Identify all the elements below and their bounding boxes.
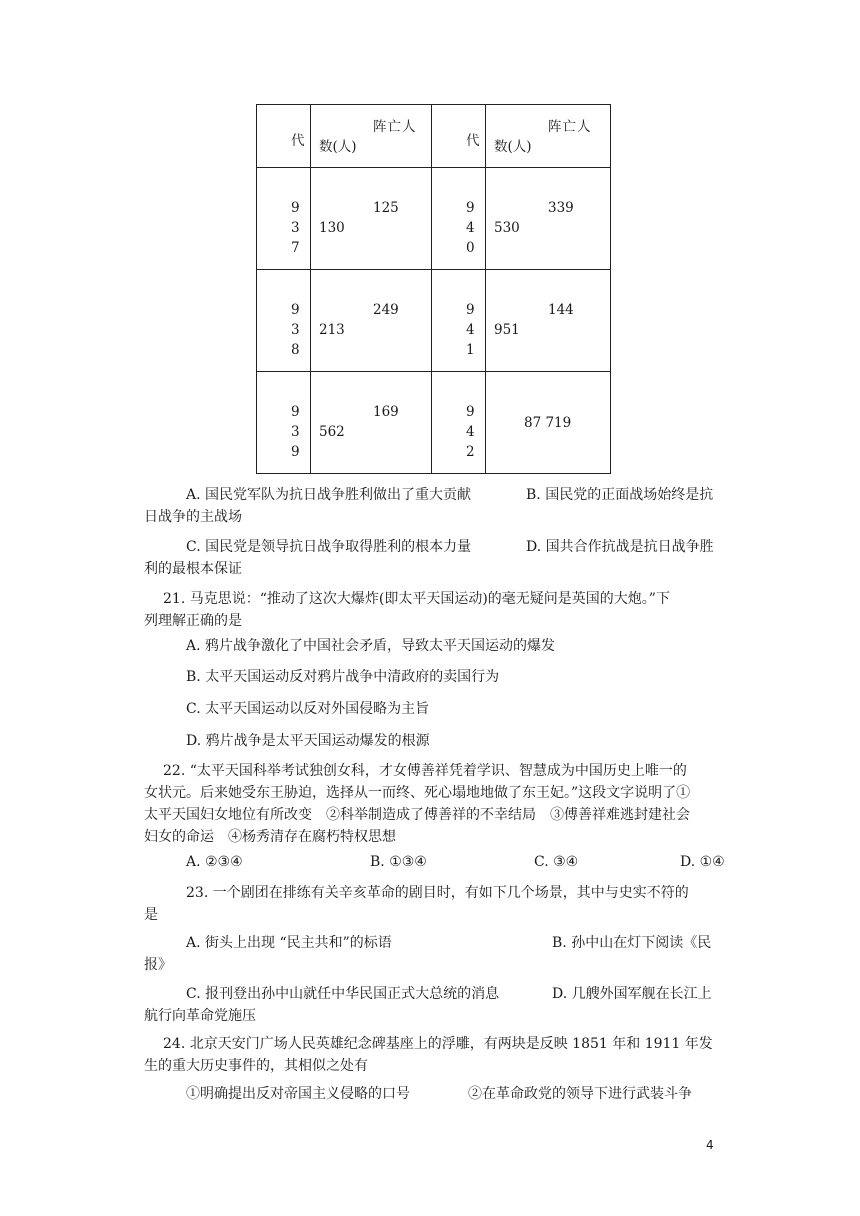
q21-stem: 21. 马克思说：“推动了这次大爆炸(即太平天国运动)的毫无疑问是英国的大炮。”下 [163,591,670,607]
table-header-row [257,105,611,168]
q20-option-b: B. 国民党的正面战场始终是抗 [526,487,714,503]
deaths-cell [311,372,432,474]
header-deaths-label-line2: 数(人) [319,139,357,155]
year-digit: 4 [466,220,475,236]
year-digit: 9 [466,302,475,318]
year-cell [432,168,486,270]
q21-option-c: C. 太平天国运动以反对外国侵略为主旨 [186,701,430,717]
deaths-cell [486,168,611,270]
year-digits [257,270,301,360]
deaths-value-part1: 339 [548,200,574,216]
deaths-value-part1: 249 [373,302,399,318]
year-digit: 3 [291,424,300,440]
year-cell [257,168,311,270]
year-digit: 1 [466,342,475,358]
q22-option-a: A. ②③④ [186,854,243,870]
year-cell [257,270,311,372]
deaths-cell [311,168,432,270]
deaths-cell [486,270,611,372]
year-digits [432,372,476,462]
year-digit: 9 [291,200,300,216]
q22-stem-line1: 22. “太平天国科举考试独创女科，才女傅善祥凭着学识、智慧成为中国历史上唯一的 [163,763,687,779]
deaths-value-part1: 144 [548,302,574,318]
q24-item-1: ①明确提出反对帝国主义侵略的口号 [186,1086,410,1102]
q23-option-d: D. 几艘外国军舰在长江上 [552,986,712,1002]
q20-option-c: C. 国民党是领导抗日战争取得胜利的根本力量 [186,539,472,555]
deaths-value-part2: 951 [494,322,520,338]
year-digit: 3 [291,322,300,338]
q20-option-d: D. 国共合作抗战是抗日战争胜 [526,539,714,555]
year-digits [432,168,476,258]
q21-option-a: A. 鸦片战争激化了中国社会矛盾，导致太平天国运动的爆发 [186,638,556,654]
year-digit: 4 [466,424,475,440]
table-row [257,168,611,270]
year-digit: 7 [291,240,300,256]
deaths-value-part2: 562 [319,424,345,440]
header-deaths-label-line1: 阵亡人 [548,119,592,135]
year-digit: 9 [466,200,475,216]
q22-option-b: B. ①③④ [370,854,427,870]
deaths-value-part2: 530 [494,220,520,236]
q23-option-b: B. 孙中山在灯下阅读《民 [552,935,712,951]
year-digit: 0 [466,240,475,256]
year-digit: 9 [291,302,300,318]
q21-option-b: B. 太平天国运动反对鸦片战争中清政府的卖国行为 [186,669,500,685]
q24-stem: 24. 北京天安门广场人民英雄纪念碑基座上的浮雕，有两块是反映 1851 年和 1911 年发 [163,1036,713,1052]
q23-stem-cont: 是 [144,907,158,923]
year-digits [257,168,301,258]
q23-option-d-cont: 航行向革命党施压 [144,1008,256,1024]
page-number: 4 [706,1138,714,1152]
year-digit: 2 [466,444,475,460]
deaths-cell [311,270,432,372]
q21-option-d: D. 鸦片战争是太平天国运动爆发的根源 [186,733,430,749]
deaths-value-part2: 213 [319,322,345,338]
year-cell [432,372,486,474]
q23-option-b-cont: 报》 [144,957,172,973]
header-deaths-label-line1: 阵亡人 [373,119,417,135]
header-deaths-cell [486,105,611,168]
year-digit: 8 [291,342,300,358]
year-digit: 3 [291,220,300,236]
q20-option-d-cont: 利的最根本保证 [144,561,242,577]
q23-option-a: A. 街头上出现 “民主共和”的标语 [186,935,392,951]
header-year-cell [257,105,311,168]
table-row [257,270,611,372]
q20-option-a: A. 国民党军队为抗日战争胜利做出了重大贡献 [186,487,472,503]
year-digit: 9 [291,404,300,420]
table-row [257,372,611,474]
q22-option-c: C. ③④ [534,854,579,870]
year-cell [432,270,486,372]
deaths-value-part1: 169 [373,404,399,420]
q21-stem-cont: 列理解正确的是 [144,613,242,629]
q20-option-b-cont: 日战争的主战场 [144,509,242,525]
deaths-value-part1: 125 [373,200,399,216]
year-cell [257,372,311,474]
header-deaths-cell [311,105,432,168]
q22-stem-line4: 妇女的命运 ④杨秀清存在腐朽特权思想 [144,829,396,845]
year-digits [432,270,476,360]
header-deaths-label-line2: 数(人) [494,139,532,155]
q23-option-c: C. 报刊登出孙中山就任中华民国正式大总统的消息 [186,986,500,1002]
q24-item-2: ②在革命政党的领导下进行武装斗争 [468,1086,692,1102]
q23-stem: 23. 一个剧团在排练有关辛亥革命的剧目时，有如下几个场景，其中与史实不符的 [186,885,689,901]
header-year-label: 代 [291,133,305,149]
year-digit: 9 [291,444,300,460]
q22-stem-line3: 太平天国妇女地位有所改变 ②科举制造成了傅善祥的不幸结局 ③傅善祥难逃封建社会 [144,807,690,823]
year-digit: 9 [466,404,475,420]
deaths-value-part2: 130 [319,220,345,236]
q22-stem-line2: 女状元。后来她受东王胁迫，选择从一而终、死心塌地地做了东王妃。”这段文字说明了① [144,785,691,801]
year-digit: 4 [466,322,475,338]
year-digits [257,372,301,462]
q24-stem-cont: 生的重大历史事件的，其相似之处有 [144,1058,368,1074]
header-year-cell [432,105,486,168]
q22-option-d: D. ①④ [680,854,725,870]
deaths-cell [486,372,611,474]
header-year-label: 代 [466,133,480,149]
casualty-table [256,104,611,474]
deaths-value: 87 719 [524,415,572,431]
